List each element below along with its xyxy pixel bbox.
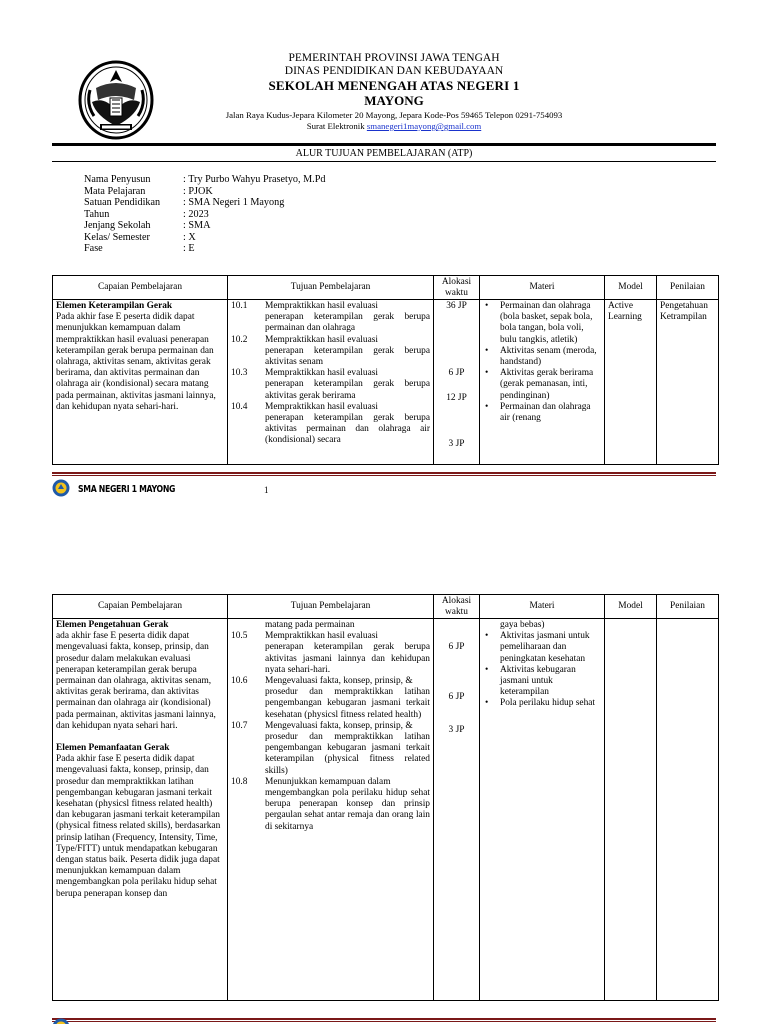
table-header-row [53, 276, 719, 300]
letterhead [52, 48, 716, 140]
info-label: Tahun [84, 208, 110, 220]
header-alokasi-line2: waktu [445, 606, 468, 617]
info-row [84, 243, 325, 255]
goal-number: 10.1 [231, 301, 248, 311]
allocation-value: 6 JP [448, 368, 465, 379]
info-row [84, 197, 325, 209]
material-item: • Aktivitas kebugaran jasmani untuk keterampilan [483, 665, 601, 699]
material-item: • Aktivitas senam (meroda, handstand) [483, 346, 601, 368]
goal-text-rest: prosedur dan mempraktikkan latihan pengembangan kebugaran jasmani terkait keterampilan (physical fitness related skills) [265, 732, 430, 776]
school-logo-icon [52, 479, 70, 497]
header-tujuan: Tujuan Pembelajaran [228, 276, 434, 300]
header-rule [52, 143, 716, 146]
goal-number: 10.3 [231, 368, 248, 379]
goal-text-rest: penerapan keterampilan gerak berupa aktivitas gerak berirama [265, 379, 430, 401]
allocation-value: 6 JP [448, 642, 465, 652]
goal-number: 10.5 [231, 631, 248, 642]
header-tujuan: Tujuan Pembelajaran [228, 595, 434, 619]
cell-model [605, 619, 657, 1001]
cell-penilaian [657, 619, 719, 1001]
footer-rule [52, 472, 716, 476]
header-penilaian: Penilaian [657, 276, 719, 300]
info-label: Satuan Pendidikan [84, 197, 161, 208]
info-label: Kelas/ Semester [84, 231, 150, 243]
goal-text-first: Mengevaluasi fakta, konsep, prinsip, & [265, 676, 413, 687]
document-title: ALUR TUJUAN PEMBELAJARAN (ATP) [295, 148, 473, 159]
cell-capaian [53, 619, 228, 1001]
info-label: Jenjang Sekolah [84, 220, 151, 231]
letterhead-school-name: SEKOLAH MENENGAH ATAS NEGERI 1 [268, 78, 520, 93]
allocation-value: 3 JP [448, 725, 465, 736]
info-label: Nama Penyusun [84, 174, 151, 185]
goal-text-first: Mempraktikkan hasil evaluasi [265, 631, 378, 642]
header-model: Model [605, 595, 657, 619]
letterhead-government: PEMERINTAH PROVINSI JAWA TENGAH [288, 52, 500, 64]
info-row [84, 220, 325, 232]
email-label: Surat Elektronik [306, 121, 367, 131]
goal-item [231, 368, 430, 402]
material-continuation: gaya bebas) [500, 620, 545, 630]
table-row [53, 619, 719, 1001]
material-item: • Permainan dan olahraga air (renang [483, 402, 601, 424]
cell-capaian [53, 300, 228, 465]
info-block [84, 174, 325, 255]
header-capaian: Capaian Pembelajaran [53, 276, 228, 300]
info-value: : X [183, 231, 196, 243]
info-row [84, 209, 325, 221]
letterhead-address: Jalan Raya Kudus-Jepara Kilometer 20 Mayong, Jepara Kode-Pos 59465 Telepon 0291-754093 [225, 110, 563, 120]
goal-text-rest: prosedur dan mempraktikkan latihan pengembangan kebugaran jasmani terkait kesehatan (physicsl fitness related health) [265, 687, 430, 720]
letterhead-text [52, 52, 736, 132]
page-footer [52, 479, 716, 501]
header-capaian: Capaian Pembelajaran [53, 595, 228, 619]
info-label: Fase [84, 243, 103, 254]
letterhead-school-town: MAYONG [364, 93, 424, 108]
info-value: : E [183, 243, 195, 254]
cell-tujuan [228, 300, 434, 465]
goal-text-rest: penerapan keterampilan gerak berupa aktivitas senam [265, 345, 430, 368]
atp-table-page-2 [52, 594, 719, 1001]
info-value: : SMA [183, 220, 211, 231]
footer-school-name: SMA NEGERI 1 MAYONG [78, 484, 176, 495]
info-row [84, 174, 325, 186]
info-value: : SMA Negeri 1 Mayong [183, 197, 285, 208]
goal-number: 10.7 [231, 720, 248, 731]
material-item: • Pola perilaku hidup sehat [483, 698, 601, 709]
table-header-row [53, 595, 719, 619]
goal-text-first: Menunjukkan kemampuan dalam [265, 776, 391, 787]
element-title: Elemen Pengetahuan Gerak [56, 620, 169, 630]
goal-number: 10.8 [231, 776, 248, 787]
header-penilaian: Penilaian [657, 595, 719, 619]
allocation-value: 12 JP [446, 393, 467, 404]
header-alokasi [434, 595, 480, 619]
cell-alokasi [434, 300, 480, 465]
material-item: • Aktivitas gerak berirama (gerak pemanasan, inti, pendinginan) [483, 368, 601, 402]
footer-rule [52, 1018, 716, 1022]
goal-number: 10.4 [231, 401, 248, 412]
cell-alokasi [434, 619, 480, 1001]
goal-item [231, 777, 430, 833]
header-materi: Materi [480, 276, 605, 300]
email-link[interactable]: smanegeri1mayong@gmail.com [366, 121, 482, 131]
info-row [84, 186, 325, 198]
element-title: Elemen Keterampilan Gerak [56, 301, 173, 311]
goal-item [231, 335, 430, 369]
goal-number: 10.6 [231, 676, 248, 687]
goal-text-rest: mengembangkan pola perilaku hidup sehat berupa penerapan konsep dan prinsip pergaulan sehat antar remaja dan orang lain di sekitarnya [265, 788, 430, 832]
goal-item [231, 721, 430, 777]
goal-item [231, 676, 430, 721]
material-item: • Aktivitas jasmani untuk pemeliharaan dan peningkatan kesehatan [483, 631, 601, 665]
header-model: Model [605, 276, 657, 300]
goal-text-first: Mempraktikkan hasil evaluasi [265, 334, 378, 345]
info-value: : PJOK [183, 185, 213, 197]
cell-tujuan [228, 619, 434, 1001]
goal-text-rest: penerapan keterampilan gerak berupa permainan dan olahraga [265, 312, 430, 334]
element-description: ada akhir fase E peserta didik dapat mengevaluasi fakta, konsep, prinsip, dan prosedur dalam melakukan evaluasi penerapan keterampilan gerak berupa permainan dan olahraga, aktivitas senam, aktivitas gerak berirama, dan aktivitas permainan dan olahraga air (kondisional) pada permainan, aktivitas jasmani lainnya, dan kehidupan nyata sehari hari. [56, 631, 216, 731]
header-alokasi [434, 276, 480, 300]
cell-materi [480, 619, 605, 1001]
letterhead-email-line [52, 121, 736, 132]
cell-materi [480, 300, 605, 465]
table-row [53, 300, 719, 465]
material-item: • Permainan dan olahraga (bola basket, sepak bola, bola tangan, bola voli, bulu tangkis, atletik) [483, 301, 601, 346]
goal-number: 10.2 [231, 334, 248, 345]
goal-text-first: Mempraktikkan hasil evaluasi [265, 368, 378, 379]
goal-text-first: Mempraktikkan hasil evaluasi [265, 301, 378, 311]
goal-continuation: matang pada permainan [265, 620, 355, 630]
info-row [84, 232, 325, 244]
info-label: Mata Pelajaran [84, 185, 146, 197]
goal-item [231, 301, 430, 335]
cell-model: Active Learning [605, 300, 657, 465]
goal-text-rest: penerapan keterampilan gerak berupa aktivitas permainan dan olahraga air (kondisional) secara [265, 413, 430, 446]
element-description: Pada akhir fase E peserta didik dapat mengevaluasi fakta, konsep, prinsip, dan prosedur dan mempraktikkan latihan pengembangan kebugaran jasmani terkait kesehatan (physicsl fitness related health) dan kebugaran jasmani terkait keterampilan (physical fitness related skills), berdasarkan prinsip latihan (Frequency, Intensity, Time, Type/FITT) untuk mendapatkan kebugaran dengan status baik. Peserta didik juga dapat menunjukkan kemampuan dalam mengembangkan pola perilaku hidup sehat berupa penerapan konsep dan [56, 754, 221, 899]
goal-item [231, 402, 430, 447]
element-title: Elemen Pemanfaatan Gerak [56, 743, 170, 754]
goal-item [231, 631, 430, 676]
cell-penilaian: Pengetahuan Ketrampilan [657, 300, 719, 465]
header-materi: Materi [480, 595, 605, 619]
header-alokasi-line1: Alokasi [441, 277, 472, 287]
title-rule [52, 161, 716, 162]
page-number: 1 [264, 485, 269, 495]
school-logo-icon [52, 1018, 70, 1024]
header-alokasi-line2: waktu [445, 287, 468, 298]
allocation-value: 3 JP [448, 438, 465, 449]
goal-text-rest: penerapan keterampilan gerak berupa aktivitas jasmani lainnya dan kehidupan nyata sehari-hari. [265, 642, 430, 675]
header-alokasi-line1: Alokasi [441, 596, 472, 606]
letterhead-department: DINAS PENDIDIKAN DAN KEBUDAYAAN [284, 65, 504, 77]
atp-table-page-1 [52, 275, 719, 465]
allocation-value: 6 JP [448, 692, 465, 703]
info-value: : 2023 [183, 208, 209, 220]
element-description: Pada akhir fase E peserta didik dapat menunjukkan kemampuan dalam mempraktikkan hasil evaluasi penerapan keterampilan gerak berupa permainan dan olahraga, aktivitas senam, aktivitas gerak berirama, dan aktivitas permainan dan olahraga air (kondisional) secara matang pada permainan, aktivitas jasmani lainnya, dan kehidupan nyata sehari-hari. [56, 312, 216, 412]
goal-text-first: Mempraktikkan hasil evaluasi [265, 401, 378, 412]
info-value: : Try Purbo Wahyu Prasetyo, M.Pd [183, 174, 326, 185]
allocation-value: 36 JP [446, 301, 467, 311]
goal-text-first: Mengevaluasi fakta, konsep, prinsip, & [265, 720, 413, 731]
